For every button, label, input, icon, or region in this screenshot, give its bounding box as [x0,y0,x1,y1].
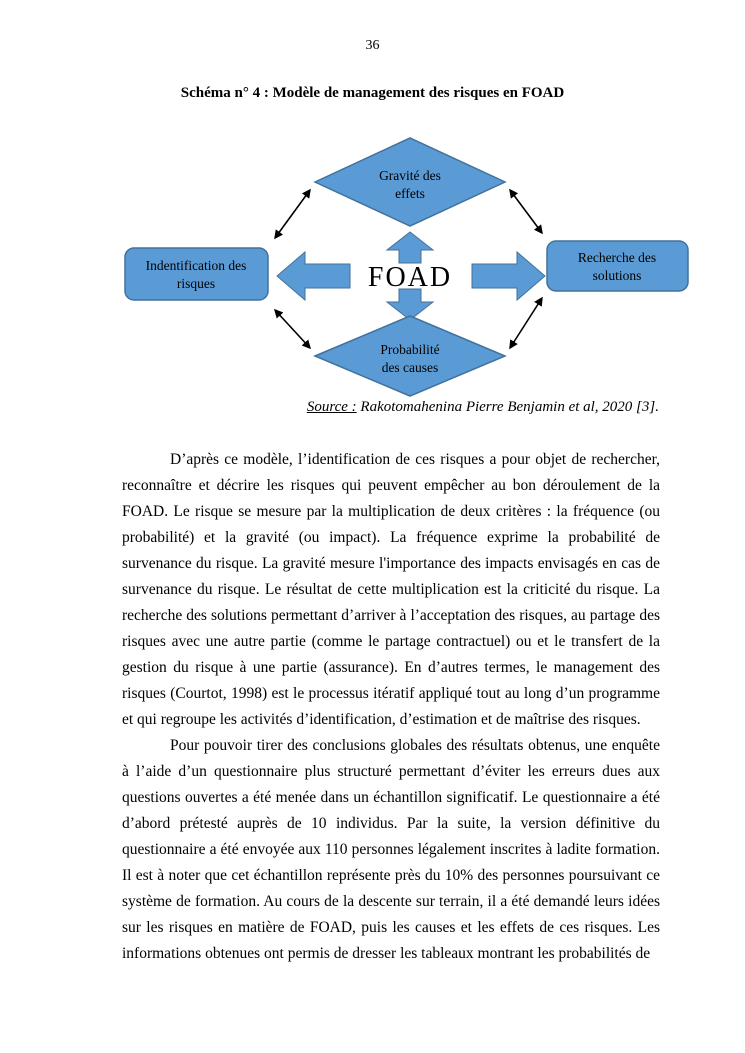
block-arrow-up [387,232,433,263]
identification-box-shape [125,248,268,300]
page-number: 36 [365,38,380,53]
connector-probability-to-solutions [510,298,542,348]
risk-management-diagram [0,126,745,406]
figure-title: Schéma n° 4 : Modèle de management des risques en FOAD [180,85,565,101]
block-arrow-right [472,252,545,300]
gravity-diamond-label-line2: effets [395,186,425,201]
identification-box-label-line1: Indentification des [145,258,247,273]
paragraph-2: Pour pouvoir tirer des conclusions globales des résultats obtenus, une enquête à l’aide d’un questionnaire plus structuré permettant d’éviter les erreurs dues aux questions ouvertes a été menée dans un échantillon significatif. Le questionnaire a été d’abord prétesté auprès de 10 individus. Par la suite, la version définitive du questionnaire a été envoyée aux 110 personnes légalement inscrites à ladite formation. Il est à noter que cet échantillon représente près du 10% des personnes poursuivant ce système de formation. Au cours de la descente sur terrain, il a été demandé leurs idées sur les risques en matière de FOAD, puis les causes et les effets de ces risques. Les informations obtenues ont permis de dresser les tableaux montrant les probabilités de [122,737,660,962]
block-arrow-left [277,252,350,300]
diagram-canvas [0,126,745,406]
solutions-box-label-line1: Recherche des [577,250,657,265]
probability-diamond-label-line1: Probabilité [380,342,440,357]
identification-box-label-line2: risques [176,276,216,291]
solutions-box-shape [547,241,688,291]
solutions-box-label-line2: solutions [592,268,642,283]
source-label: Source : [306,399,357,415]
gravity-diamond-label-line1: Gravité des [379,168,441,183]
paragraph-1: D’après ce modèle, l’identification de ces risques a pour objet de rechercher, reconnaître et décrire les risques qui peuvent empêcher au bon déroulement de la FOAD. Le risque se mesure par la multiplication de deux critères : la fréquence (ou probabilité) et la gravité (ou impact). La fréquence exprime la probabilité de survenance du risque. La gravité mesure l'importance des impacts envisagés en cas de survenance du risque. Le résultat de cette multiplication est la criticité du risque. La recherche des solutions permettant d’arriver à l’acceptation des risques, au partage des risques avec une autre partie (comme le partage contractuel) ou et le transfert de la gestion du risque à une partie (assurance). En d’autres termes, le management des risques (Courtot, 1998) est le processus itératif appliqué tout au long d’un programme et qui regroupe les activités d’identification, d’estimation et de maîtrise des risques. [122,451,660,728]
connector-identification-to-probability [275,310,310,348]
connector-gravity-to-solutions [510,190,542,233]
figure-source [307,399,659,416]
body-text [122,447,660,967]
foad-center-label: FOAD [367,262,453,293]
source-citation: Rakotomahenina Pierre Benjamin et al, 2020 [3]. [356,399,659,415]
probability-diamond-label-line2: des causes [381,360,439,375]
connector-identification-to-gravity [275,190,310,238]
